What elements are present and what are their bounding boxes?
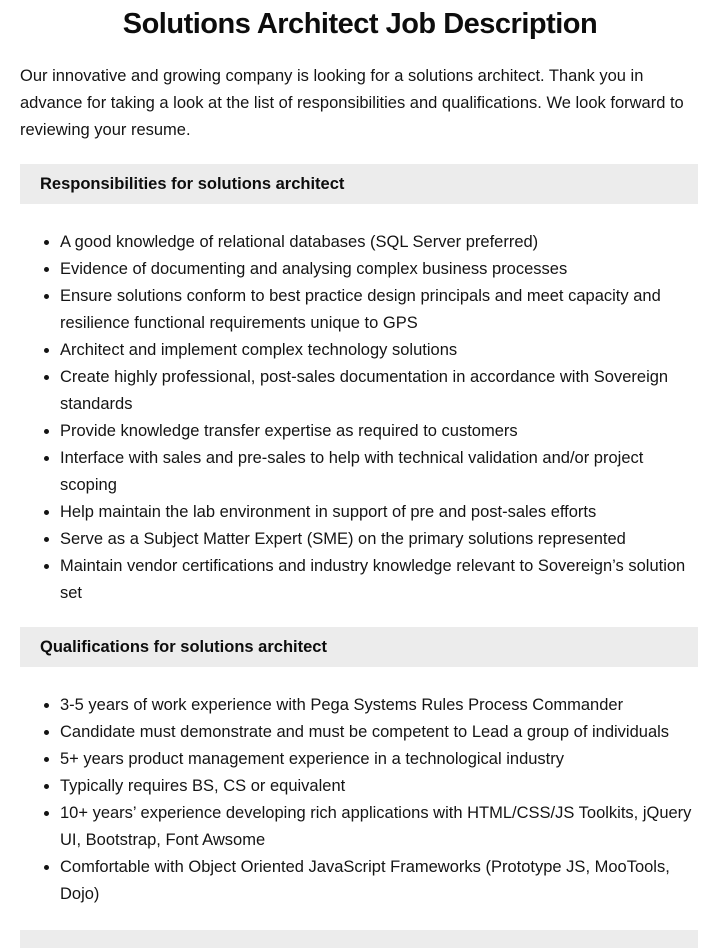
section-heading-text: Qualifications for solutions architect: [40, 637, 327, 656]
list-item: • Candidate must demonstrate and must be competent to Lead a group of individuals: [60, 719, 698, 746]
list-item: • 10+ years’ experience developing rich applications with HTML/CSS/JS Toolkits, jQuery UI, Bootstrap, Font Awsome: [60, 800, 698, 854]
intro-paragraph: Our innovative and growing company is looking for a solutions architect. Thank you in advance for taking a look at the list of responsibilities and qualifications. We look forward to reviewing your resume.: [20, 67, 684, 139]
list-item: • A good knowledge of relational databases (SQL Server preferred): [60, 229, 698, 256]
list-item: • Comfortable with Object Oriented JavaScript Frameworks (Prototype JS, MooTools, Dojo): [60, 854, 698, 908]
list-item: • 5+ years product management experience in a technological industry: [60, 746, 698, 773]
list-item: • Help maintain the lab environment in support of pre and post-sales efforts: [60, 499, 698, 526]
list-item: • Create highly professional, post-sales documentation in accordance with Sovereign standards: [60, 364, 698, 418]
section-heading-text: Responsibilities for solutions architect: [40, 174, 345, 193]
section-header-partial: [20, 930, 698, 948]
list-item: • Interface with sales and pre-sales to help with technical validation and/or project scoping: [60, 445, 698, 499]
responsibilities-list: [20, 229, 698, 607]
list-item: • Architect and implement complex technology solutions: [60, 337, 698, 364]
list-item: • Ensure solutions conform to best practice design principals and meet capacity and resilience functional requirements unique to GPS: [60, 283, 698, 337]
section-header-qualifications: [20, 627, 698, 667]
list-item: • Evidence of documenting and analysing complex business processes: [60, 256, 698, 283]
list-item: • Typically requires BS, CS or equivalent: [60, 773, 698, 800]
qualifications-list: [20, 692, 698, 908]
list-item: • Serve as a Subject Matter Expert (SME) on the primary solutions represented: [60, 526, 698, 553]
list-item: • Maintain vendor certifications and industry knowledge relevant to Sovereign’s solution set: [60, 553, 698, 607]
section-header-responsibilities: [20, 164, 698, 204]
list-item: • Provide knowledge transfer expertise as required to customers: [60, 418, 698, 445]
page-title: Solutions Architect Job Description: [122, 8, 598, 40]
list-item: • 3-5 years of work experience with Pega Systems Rules Process Commander: [60, 692, 698, 719]
